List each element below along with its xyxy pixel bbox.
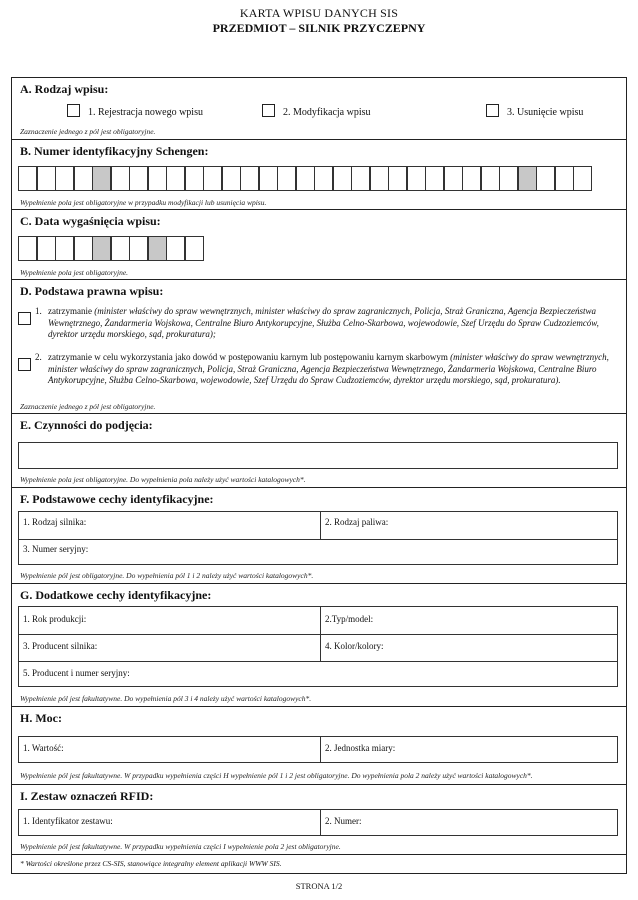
form-title: KARTA WPISU DANYCH SIS	[239, 6, 399, 20]
char-cell[interactable]	[18, 166, 37, 191]
char-cell[interactable]	[462, 166, 481, 191]
power-unit-field[interactable]: 2. Jednostka miary:	[325, 743, 396, 753]
char-cell[interactable]	[129, 166, 148, 191]
char-cell[interactable]	[259, 166, 278, 191]
option-label: 1. Rejestracja nowego wpisu	[88, 107, 203, 118]
section-legal-basis	[12, 280, 626, 414]
section-title: B. Numer identyfikacyjny Schengen:	[20, 144, 209, 158]
section-title: C. Data wygaśnięcia wpisu:	[20, 214, 161, 228]
divider	[320, 810, 321, 836]
section-basic-features	[12, 488, 626, 584]
char-cell[interactable]	[333, 166, 352, 191]
section-actions	[12, 414, 626, 488]
divider	[19, 634, 618, 635]
char-cell[interactable]	[296, 166, 315, 191]
section-note: Wypełnienie pól jest fakultatywne. Do wypełnienia pól 3 i 4 należy użyć wartości katalogowych*.	[20, 694, 312, 703]
option-italic: (minister właściwy do spraw wewnętrznych, minister właściwy do spraw zagranicznych, Policja, Straż Graniczna, Agencja Bezpieczeństwa Wewnętrznego, Żandarmeria Wojskowa, Centralne Biuro Antykorupcyjne, Służba Celno-Skarbowa, wojewodowie, Szef Urzędu do Spraw Cudzoziemców, dyrektor urzędu morskiego, sąd, prokuratura);	[48, 306, 599, 339]
char-cell[interactable]	[277, 166, 296, 191]
option-text: zatrzymanie w celu wykorzystania jako dowód w postępowaniu karnym lub postępowaniu karnym skarbowym	[48, 352, 448, 362]
char-cell[interactable]	[111, 236, 130, 261]
section-rfid	[12, 785, 626, 855]
section-note: Zaznaczenie jednego z pól jest obligatoryjne.	[20, 402, 156, 411]
actions-input[interactable]	[18, 442, 618, 469]
section-title: G. Dodatkowe cechy identyfikacyjne:	[20, 588, 212, 602]
option-number: 2.	[35, 352, 42, 362]
section-note: Wypełnienie pola jest obligatoryjne w przypadku modyfikacji lub usunięcia wpisu.	[20, 198, 267, 207]
section-note: Wypełnienie pól jest fakultatywne. W przypadku wypełnienia części I wypełnienie pola 2 jest obligatoryjne.	[20, 842, 341, 851]
char-cell[interactable]	[240, 166, 259, 191]
char-cell	[92, 236, 111, 261]
legal-basis-1-text	[48, 306, 618, 341]
expiry-date-cells	[18, 236, 203, 261]
section-title: E. Czynności do podjęcia:	[20, 418, 153, 432]
divider	[19, 661, 618, 662]
form-subtitle: PRZEDMIOT – SILNIK PRZYCZEPNY	[212, 21, 426, 35]
char-cell[interactable]	[555, 166, 574, 191]
footnote-area	[12, 855, 626, 873]
fuel-type-field[interactable]: 2. Rodzaj paliwa:	[325, 517, 389, 527]
section-note: Wypełnienie pola jest obligatoryjne. Do wypełnienia pola należy użyć wartości katalogowych*.	[20, 475, 306, 484]
section-entry-type	[12, 78, 626, 140]
additional-features-table	[18, 606, 618, 687]
form-header	[0, 6, 638, 36]
char-cell[interactable]	[37, 236, 56, 261]
option-label: 2. Modyfikacja wpisu	[283, 107, 371, 118]
section-schengen-id	[12, 140, 626, 210]
divider	[320, 512, 321, 539]
char-cell	[92, 166, 111, 191]
option-label: 3. Usunięcie wpisu	[507, 107, 584, 118]
char-cell[interactable]	[351, 166, 370, 191]
section-title: I. Zestaw oznaczeń RFID:	[20, 789, 154, 803]
footnote: * Wartości określone przez CS-SIS, stanowiące integralny element aplikacji WWW SIS.	[20, 859, 282, 868]
char-cell[interactable]	[185, 236, 204, 261]
section-note: Wypełnienie pól jest obligatoryjne. Do wypełnienia pól 1 i 2 należy użyć wartości katalogowych*.	[20, 571, 314, 580]
char-cell[interactable]	[314, 166, 333, 191]
legal-basis-2-text	[48, 352, 618, 387]
engine-manufacturer-field[interactable]: 3. Producent silnika:	[23, 641, 98, 651]
power-table	[18, 736, 618, 763]
rfid-number-field[interactable]: 2. Numer:	[325, 816, 362, 826]
manufacturer-serial-field[interactable]: 5. Producent i numer seryjny:	[23, 668, 130, 678]
char-cell[interactable]	[370, 166, 389, 191]
char-cell[interactable]	[203, 166, 222, 191]
char-cell[interactable]	[388, 166, 407, 191]
char-cell[interactable]	[111, 166, 130, 191]
basic-features-table	[18, 511, 618, 565]
rfid-set-id-field[interactable]: 1. Identyfikator zestawu:	[23, 816, 113, 826]
option-text: zatrzymanie	[48, 306, 92, 316]
section-title: D. Podstawa prawna wpisu:	[20, 284, 164, 298]
schengen-id-cells	[18, 166, 592, 191]
checkbox-modify-entry[interactable]	[262, 104, 275, 117]
char-cell[interactable]	[222, 166, 241, 191]
char-cell[interactable]	[444, 166, 463, 191]
char-cell[interactable]	[573, 166, 592, 191]
char-cell[interactable]	[536, 166, 555, 191]
section-additional-features	[12, 584, 626, 707]
engine-type-field[interactable]: 1. Rodzaj silnika:	[23, 517, 87, 527]
char-cell[interactable]	[407, 166, 426, 191]
char-cell[interactable]	[129, 236, 148, 261]
char-cell[interactable]	[185, 166, 204, 191]
section-note: Zaznaczenie jednego z pól jest obligatoryjne.	[20, 127, 156, 136]
checkbox-legal-basis-1[interactable]	[18, 312, 31, 325]
type-model-field[interactable]: 2.Typ/model:	[325, 614, 374, 624]
production-year-field[interactable]: 1. Rok produkcji:	[23, 614, 87, 624]
char-cell[interactable]	[148, 166, 167, 191]
page-number: STRONA 1/2	[295, 881, 343, 891]
form-body	[11, 77, 627, 874]
power-value-field[interactable]: 1. Wartość:	[23, 743, 64, 753]
char-cell[interactable]	[74, 166, 93, 191]
section-title: H. Moc:	[20, 711, 62, 725]
option-number: 1.	[35, 306, 42, 316]
char-cell	[518, 166, 537, 191]
divider	[320, 607, 321, 661]
char-cell	[148, 236, 167, 261]
char-cell[interactable]	[74, 236, 93, 261]
char-cell[interactable]	[37, 166, 56, 191]
section-expiry-date	[12, 210, 626, 280]
section-note: Wypełnienie pola jest obligatoryjne.	[20, 268, 129, 277]
checkbox-legal-basis-2[interactable]	[18, 358, 31, 371]
rfid-table	[18, 809, 618, 836]
char-cell[interactable]	[166, 236, 185, 261]
char-cell[interactable]	[425, 166, 444, 191]
checkbox-new-entry[interactable]	[67, 104, 80, 117]
checkbox-delete-entry[interactable]	[486, 104, 499, 117]
serial-number-field[interactable]: 3. Numer seryjny:	[23, 544, 89, 554]
divider	[19, 539, 618, 540]
divider	[320, 737, 321, 763]
char-cell[interactable]	[499, 166, 518, 191]
option-italic: (minister właściwy do spraw wewnętrznych, minister właściwy do spraw zagranicznych, Policja, Straż Graniczna, Agencja Bezpieczeństwa Wewnętrznego, Żandarmeria Wojskowa, Centralne Biuro Antykorupcyjne, Służba Celno-Skarbowa, wojewodowie, Szef Urzędu do Spraw Cudzoziemców, dyrektor urzędu morskiego, sąd, prokuratura).	[48, 352, 609, 385]
section-power	[12, 707, 626, 785]
color-field[interactable]: 4. Kolor/kolory:	[325, 641, 384, 651]
section-title: A. Rodzaj wpisu:	[20, 82, 109, 96]
char-cell[interactable]	[55, 166, 74, 191]
char-cell[interactable]	[18, 236, 37, 261]
char-cell[interactable]	[481, 166, 500, 191]
char-cell[interactable]	[166, 166, 185, 191]
section-title: F. Podstawowe cechy identyfikacyjne:	[20, 492, 214, 506]
section-note: Wypełnienie pól jest fakultatywne. W przypadku wypełnienia części H wypełnienie pól 1 i 2 jest obligatoryjne. Do wypełnienia pola 2 należy użyć wartości katalogowych*.	[20, 771, 533, 780]
char-cell[interactable]	[55, 236, 74, 261]
